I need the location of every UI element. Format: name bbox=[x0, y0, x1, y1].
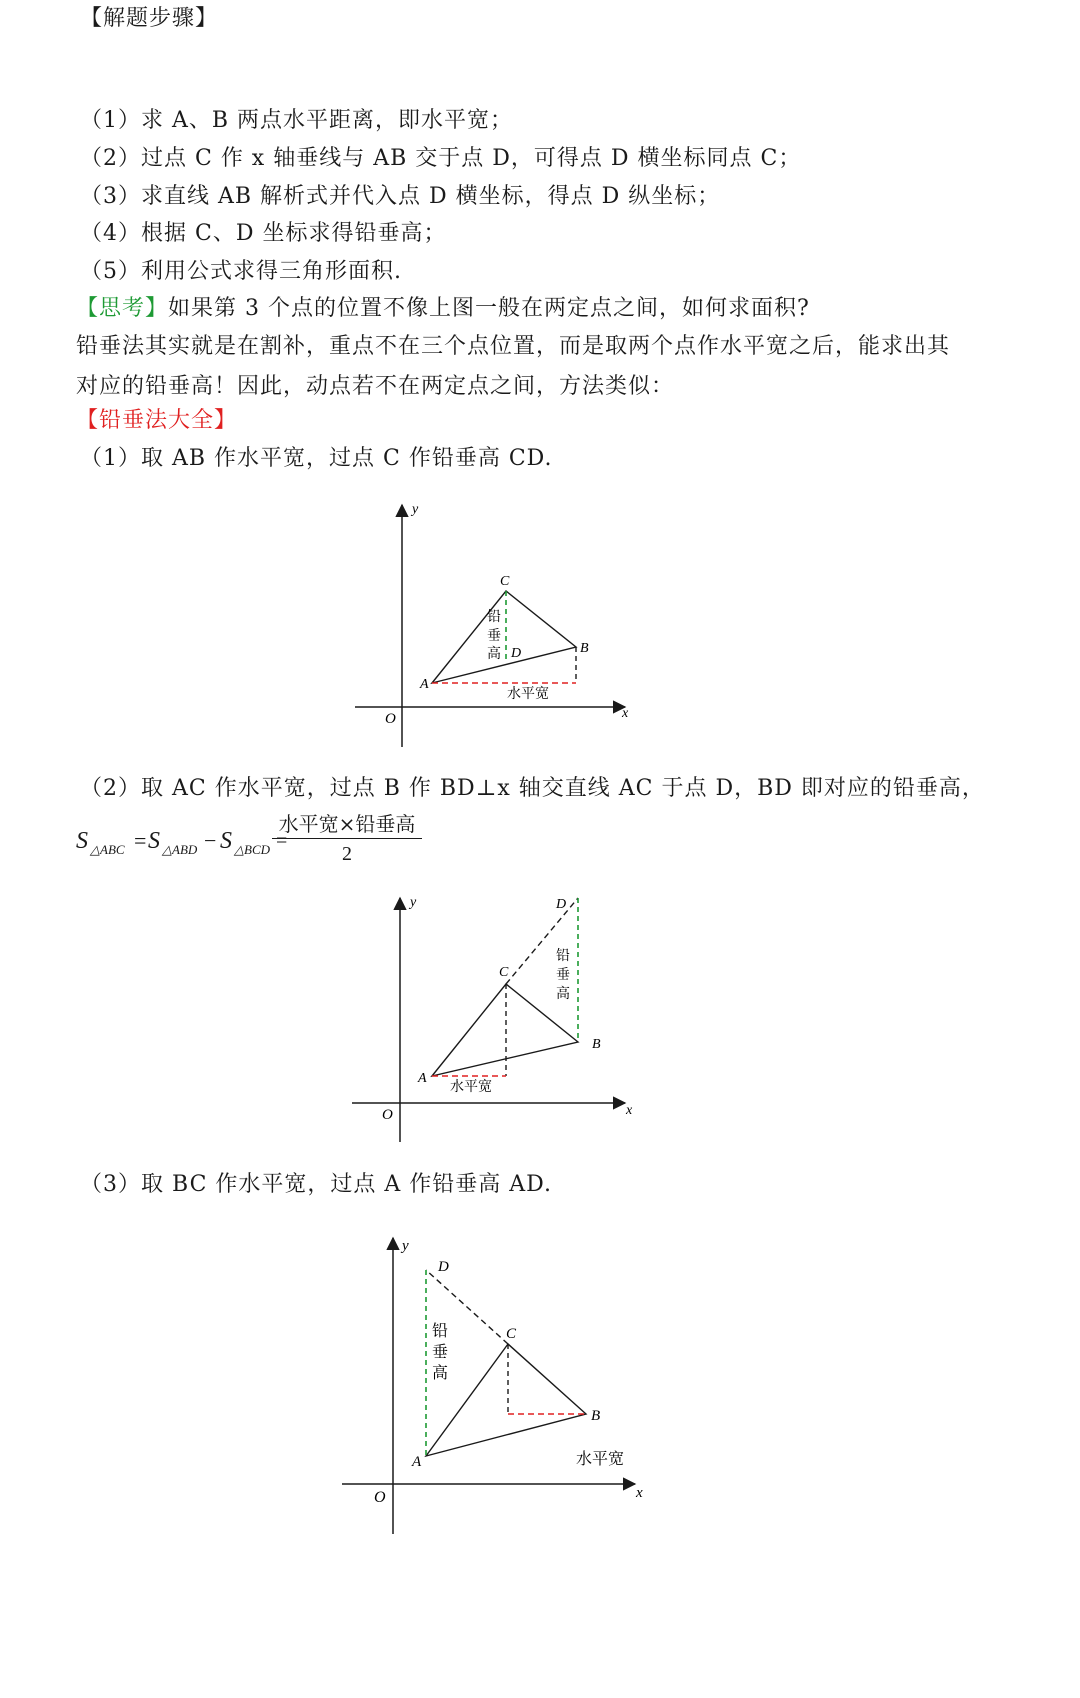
x-label: x bbox=[622, 706, 629, 721]
formula-denominator: 2 bbox=[342, 843, 352, 865]
vert-char-2: 垂 bbox=[432, 1342, 449, 1361]
horiz-label: 水平宽 bbox=[450, 1079, 492, 1095]
horiz-label: 水平宽 bbox=[576, 1449, 625, 1468]
think-paragraph: 铅垂法其实就是在割补，重点不在三个点位置，而是取两个点作水平宽之后，能求出其对应的铅垂高！因此，动点若不在两定点之间，方法类似： bbox=[76, 334, 951, 399]
triangle-abc bbox=[432, 591, 576, 683]
point-b-label: B bbox=[592, 1037, 601, 1052]
formula-s2-sub: △ABD bbox=[162, 842, 198, 857]
formula-eq2: = bbox=[276, 830, 288, 852]
formula-s3: S bbox=[220, 828, 232, 854]
formula-minus: − bbox=[204, 828, 217, 853]
step-1: （1）求 A、B 两点水平距离，即水平宽； bbox=[80, 108, 514, 133]
point-a-label: A bbox=[420, 677, 429, 692]
diagram-case-1 bbox=[340, 495, 660, 755]
vert-char-3: 高 bbox=[487, 646, 501, 662]
triangle-abc bbox=[426, 1344, 586, 1456]
y-label: y bbox=[410, 895, 417, 910]
vert-char-3: 高 bbox=[556, 986, 570, 1002]
section-title-steps: 【解题步骤】 bbox=[80, 6, 219, 31]
vert-char-1: 铅 bbox=[487, 609, 501, 625]
point-c-label: C bbox=[499, 965, 509, 980]
diagram-case-2 bbox=[340, 886, 660, 1148]
section-title-methods: 【铅垂法大全】 bbox=[76, 408, 238, 433]
point-a-label: A bbox=[412, 1454, 422, 1470]
step-3: （3）求直线 AB 解析式并代入点 D 横坐标，得点 D 纵坐标； bbox=[80, 184, 721, 209]
origin-label: O bbox=[382, 1107, 393, 1123]
vert-char-1: 铅 bbox=[432, 1321, 449, 1340]
vert-char-2: 垂 bbox=[487, 628, 501, 644]
origin-label: O bbox=[374, 1489, 386, 1506]
point-c-label: C bbox=[506, 1326, 517, 1342]
point-d-label: D bbox=[556, 897, 567, 912]
formula-s1-sub: △ABC bbox=[90, 842, 125, 857]
step-2: （2）过点 C 作 x 轴垂线与 AB 交于点 D，可得点 D 横坐标同点 C； bbox=[80, 146, 802, 171]
y-label: y bbox=[412, 502, 419, 517]
vert-char-1: 铅 bbox=[556, 948, 570, 964]
case-2: （2）取 AC 作水平宽，过点 B 作 BD⊥x 轴交直线 AC 于点 D，BD 即对应的铅垂高， bbox=[80, 776, 985, 801]
step-5: （5）利用公式求得三角形面积. bbox=[80, 259, 402, 284]
point-a-label: A bbox=[418, 1071, 427, 1086]
think-tag: 【思考】 bbox=[76, 296, 169, 321]
origin-label: O bbox=[385, 711, 396, 727]
formula-s2: S bbox=[148, 828, 160, 854]
case-3: （3）取 BC 作水平宽，过点 A 作铅垂高 AD. bbox=[80, 1172, 552, 1197]
think-question: 如果第 3 个点的位置不像上图一般在两定点之间，如何求面积? bbox=[168, 296, 810, 321]
point-b-label: B bbox=[591, 1408, 601, 1424]
formula-fraction bbox=[272, 810, 422, 869]
diagram-case-3 bbox=[330, 1226, 670, 1546]
vert-char-3: 高 bbox=[432, 1363, 449, 1382]
point-b-label: B bbox=[580, 641, 589, 656]
x-label: x bbox=[636, 1485, 643, 1501]
think-line bbox=[76, 294, 810, 324]
x-label: x bbox=[626, 1103, 633, 1118]
y-label: y bbox=[402, 1238, 409, 1254]
step-4: （4）根据 C、D 坐标求得铅垂高； bbox=[80, 221, 447, 246]
formula-numerator: 水平宽×铅垂高 bbox=[272, 810, 422, 839]
horiz-label: 水平宽 bbox=[507, 686, 549, 702]
formula-s1: S bbox=[76, 828, 88, 854]
point-c-label: C bbox=[500, 574, 510, 589]
point-d-label: D bbox=[438, 1259, 449, 1275]
vert-char-2: 垂 bbox=[556, 967, 570, 983]
formula-s3-sub: △BCD bbox=[234, 842, 270, 857]
formula-eq: = bbox=[134, 828, 147, 853]
case-1: （1）取 AB 作水平宽，过点 C 作铅垂高 CD. bbox=[80, 446, 553, 471]
point-d-label: D bbox=[511, 646, 522, 661]
